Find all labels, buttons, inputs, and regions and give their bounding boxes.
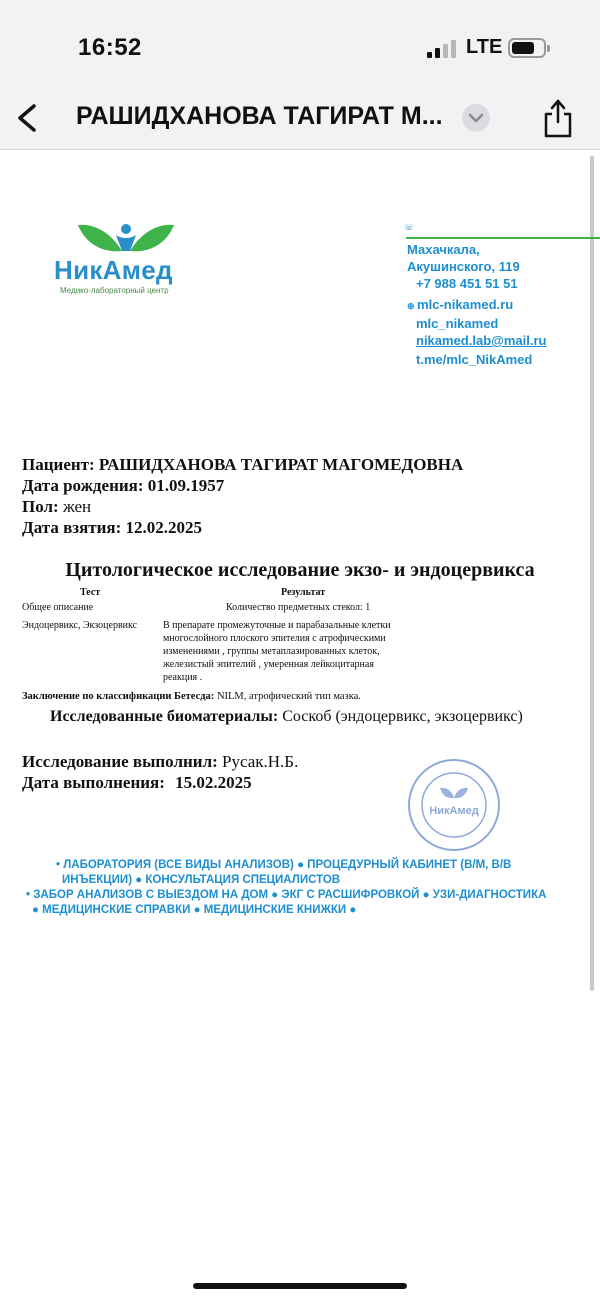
home-indicator[interactable] [193, 1283, 407, 1289]
patient-name-label: Пациент: [22, 455, 95, 474]
clinic-telegram[interactable]: t.me/mlc_NikAmed [416, 352, 533, 367]
clinic-site[interactable]: mlc-nikamed.ru [417, 297, 514, 312]
share-icon[interactable] [540, 96, 576, 140]
execution-info [22, 751, 298, 793]
biomaterials [50, 708, 523, 726]
row-result-line: В препарате промежуточные и парабазальные клетки [163, 620, 391, 631]
clinic-subtitle: Медико-лабораторный центр [60, 286, 169, 295]
pdf-document[interactable] [0, 151, 600, 1303]
column-test: Тест [80, 587, 101, 598]
clinic-contacts [405, 221, 590, 368]
taken-value: 12.02.2025 [125, 518, 203, 537]
sex-label: Пол: [22, 497, 59, 516]
clinic-phone[interactable]: +7 988 451 51 51 [416, 276, 518, 291]
row-result-line: многослойного плоского эпителия с атрофическими [163, 633, 386, 644]
clinic-street: Акушинского, 119 [407, 259, 520, 274]
row-test: Общее описание [22, 602, 94, 613]
services-line: • ЗАБОР АНАЛИЗОВ С ВЫЕЗДОМ НА ДОМ ● ЭКГ С РАСШИФРОВКОЙ ● УЗИ-ДИАГНОСТИКА [26, 889, 547, 901]
stamp-text: НикАмед [429, 805, 479, 817]
cellular-signal-icon [427, 40, 457, 58]
network-type: LTE [466, 36, 503, 58]
row-result-line: Количество предметных стекол: 1 [226, 602, 371, 613]
clinic-instagram[interactable]: mlc_nikamed [416, 316, 499, 331]
clinic-stamp [407, 758, 501, 852]
row-result-line: железистый эпителий , умеренная лейкоцитарная [163, 659, 374, 670]
sex-value: жен [62, 497, 92, 516]
clinic-email[interactable]: nikamed.lab@mail.ru [416, 333, 547, 348]
conclusion [22, 691, 361, 702]
services-line: ● МЕДИЦИНСКИЕ СПРАВКИ ● МЕДИЦИНСКИЕ КНИЖКИ ● [32, 904, 357, 916]
dob-value: 01.09.1957 [147, 476, 225, 495]
chevron-down-icon[interactable] [462, 104, 490, 132]
biomaterial-label: Исследованные биоматериалы: [50, 708, 279, 725]
completed-label: Дата выполнения: [22, 773, 165, 792]
document-header [0, 90, 600, 150]
conclusion-label: Заключение по классификации Бетесда: [22, 691, 215, 702]
leaf-logo-icon [76, 221, 176, 257]
completed-value: 15.02.2025 [175, 773, 252, 792]
row-result-line: изменениями , группы метаплазированных клеток, [163, 646, 380, 657]
services-line: • ЛАБОРАТОРИЯ (ВСЕ ВИДЫ АНАЛИЗОВ) ● ПРОЦЕДУРНЫЙ КАБИНЕТ (В/М, В/В [56, 859, 512, 871]
clinic-city: Махачкала, [407, 242, 480, 257]
dob-label: Дата рождения: [22, 476, 144, 495]
status-bar [0, 0, 600, 90]
report-title: Цитологическое исследование экзо- и эндоцервикса [65, 559, 535, 581]
globe-icon: ⊕ [407, 301, 418, 311]
conclusion-value: NILM, атрофический тип мазка. [216, 691, 361, 702]
patient-info [22, 454, 463, 538]
battery-icon [508, 38, 546, 58]
patient-name: РАШИДХАНОВА ТАГИРАТ МАГОМЕДОВНА [98, 455, 464, 474]
performer-value: Русак.Н.Б. [222, 752, 299, 771]
biomaterial-value: Соскоб (эндоцервикс, экзоцервикс) [282, 708, 523, 725]
services-line: ИНЪЕКЦИИ) ● КОНСУЛЬТАЦИЯ СПЕЦИАЛИСТОВ [62, 874, 341, 886]
row-test: Эндоцервикс, Экзоцервикс [22, 620, 138, 631]
taken-label: Дата взятия: [22, 518, 122, 537]
row-result-line: реакция . [163, 672, 203, 683]
phone-icon: ☏ [404, 223, 415, 232]
performer-label: Исследование выполнил: [22, 752, 218, 771]
document-title[interactable]: РАШИДХАНОВА ТАГИРАТ М... [76, 102, 443, 130]
services-list [26, 858, 586, 918]
back-chevron-icon[interactable] [12, 98, 48, 138]
clinic-logo [50, 221, 200, 301]
column-result: Результат [281, 587, 326, 598]
status-time: 16:52 [78, 34, 142, 61]
clinic-name: НикАмед [54, 255, 173, 285]
